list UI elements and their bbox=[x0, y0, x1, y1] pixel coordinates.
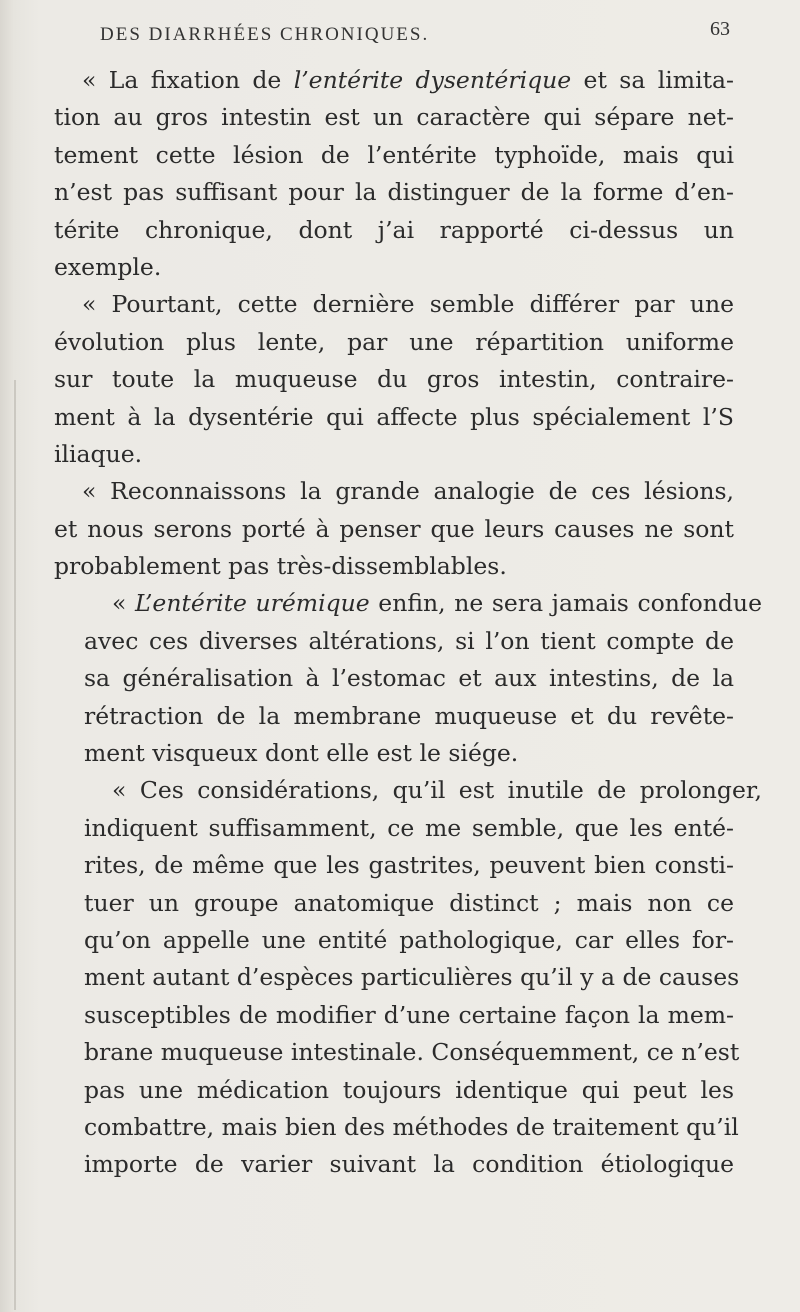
text-line: térite chronique, dont j’ai rapporté ci-dessus un bbox=[54, 215, 734, 244]
text-line: ment visqueux dont elle est le siége. bbox=[84, 739, 519, 768]
text-line: probablement pas très-dissemblables. bbox=[54, 552, 507, 581]
text-line: importe de varier suivant la condition étiologique bbox=[84, 1150, 734, 1179]
text-line: et nous serons porté à penser que leurs causes ne sont bbox=[54, 514, 734, 543]
text-line: exemple. bbox=[54, 252, 162, 281]
text-line: avec ces diverses altérations, si l’on tient compte de bbox=[84, 626, 734, 655]
text-line: sa généralisation à l’estomac et aux intestins, de la bbox=[84, 664, 734, 693]
text-line: tement cette lésion de l’entérite typhoïde, mais qui bbox=[54, 140, 734, 169]
page-header bbox=[100, 18, 730, 58]
text-line: brane muqueuse intestinale. Conséquemment, ce n’est bbox=[84, 1038, 740, 1067]
text-line: tion au gros intestin est un caractère qui sépare net- bbox=[54, 103, 734, 132]
text-line: ment autant d’espèces particulières qu’il y a de causes bbox=[84, 963, 740, 992]
text-line: ment à la dysentérie qui affecte plus spécialement l’S bbox=[54, 402, 734, 431]
running-head: DES DIARRHÉES CHRONIQUES. bbox=[100, 24, 430, 45]
text-line: n’est pas suffisant pour la distinguer de la forme d’en- bbox=[54, 178, 734, 207]
text-line: rites, de même que les gastrites, peuvent bien consti- bbox=[84, 851, 734, 880]
text-line: susceptibles de modifier d’une certaine façon la mem- bbox=[84, 1000, 734, 1029]
text-line: qu’on appelle une entité pathologique, car elles for- bbox=[84, 925, 734, 954]
text-line: tuer un groupe anatomique distinct ; mais non ce bbox=[84, 888, 734, 917]
text-line: combattre, mais bien des méthodes de traitement qu’il bbox=[84, 1112, 739, 1141]
text-line: indiquent suffisamment, ce me semble, que les enté- bbox=[84, 813, 734, 842]
text-line: « La fixation de l’entérite dysentérique et sa limita- bbox=[82, 66, 734, 94]
text-line: « Pourtant, cette dernière semble différer par une bbox=[82, 290, 734, 319]
text-line: « Reconnaissons la grande analogie de ces lésions, bbox=[82, 477, 734, 506]
text-line: évolution plus lente, par une répartition uniforme bbox=[54, 327, 734, 356]
body-text bbox=[54, 62, 762, 1184]
text-line: « L’entérite urémique enfin, ne sera jamais confondue bbox=[112, 589, 762, 618]
text-line: iliaque. bbox=[54, 439, 143, 468]
text-line: « Ces considérations, qu’il est inutile de prolonger, bbox=[112, 776, 762, 805]
text-line: pas une médication toujours identique qui peut les bbox=[84, 1075, 734, 1104]
page-number: 63 bbox=[710, 18, 730, 40]
text-line: rétraction de la membrane muqueuse et du revête- bbox=[84, 701, 734, 730]
page-gutter-shadow bbox=[14, 380, 16, 1310]
text-line: sur toute la muqueuse du gros intestin, contraire- bbox=[54, 365, 734, 394]
